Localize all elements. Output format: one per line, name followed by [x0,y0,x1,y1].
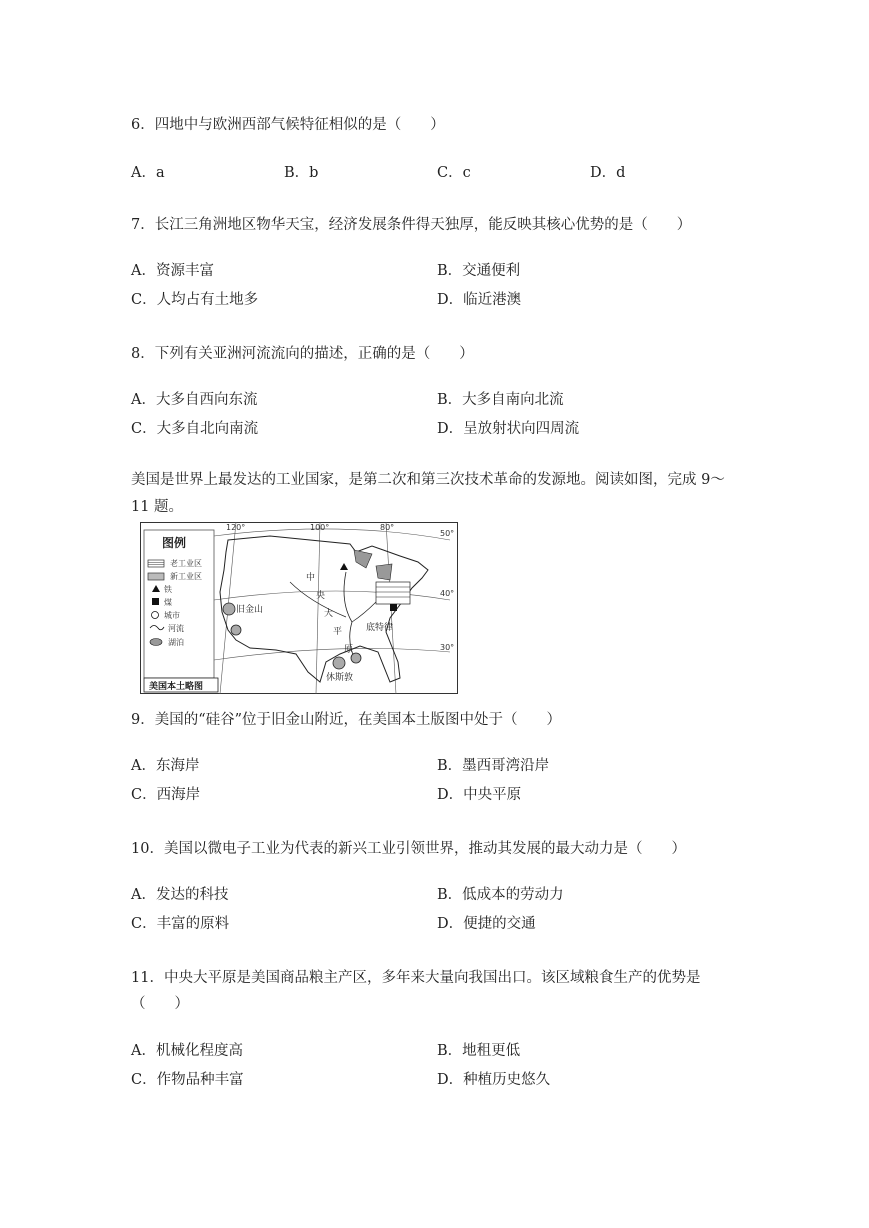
question-9-stem: 9．美国的“硅谷”位于旧金山附近，在美国本土版图中处于（ ） [131,712,562,728]
q9-option-d: D．中央平原 [437,787,522,803]
new-industry-swatch [148,573,164,580]
coal-icon [152,598,159,605]
q6-option-a: A．a [131,165,165,181]
legend-new-industry: 新工业区 [170,572,202,581]
legend-iron: 铁 [164,585,172,594]
lat-30-label: 30° [440,643,455,652]
q8-option-a: A．大多自西向东流 [131,392,258,408]
lon-100-label: 100° [310,523,330,532]
legend-river: 河流 [168,624,184,633]
q8-option-c: C．大多自北向南流 [131,421,259,437]
q9-option-c: C．西海岸 [131,787,201,803]
legend-lake: 湖泊 [168,638,184,647]
lake-icon [150,639,162,646]
intro-line-2: 11 题。 [131,499,184,515]
q6-option-d: D．d [590,165,626,181]
legend-old-industry: 老工业区 [170,559,202,568]
map-caption: 美国本土略图 [149,682,204,692]
q11-option-c: C．作物品种丰富 [131,1072,244,1088]
houston-new-industry [333,657,345,669]
plain-label-4: 平 [333,627,343,637]
plain-label-5: 原 [344,645,354,655]
q8-option-b: B．大多自南向北流 [437,392,564,408]
q6-option-c: C．c [437,165,471,181]
q10-option-c: C．丰富的原料 [131,916,230,932]
q8-option-d: D．呈放射状向四周流 [437,421,580,437]
question-11-stem-line-1: 11．中央大平原是美国商品粮主产区，多年来大量向我国出口。该区域粮食生产的优势是 [131,970,701,986]
sf-label: 旧金山 [236,605,264,615]
houston-label: 休斯敦 [326,673,354,683]
q6-option-b: B．b [284,165,319,181]
old-industry-swatch [148,560,164,567]
question-7-stem: 7．长江三角洲地区物华天宝，经济发展条件得天独厚，能反映其核心优势的是（ ） [131,217,692,233]
plain-label-2: 央 [316,591,326,601]
lat-40-label: 40° [440,589,455,598]
lon-120-label: 120° [226,523,246,532]
detroit-label: 底特律 [366,623,394,633]
lon-80-label: 80° [380,523,395,532]
q10-option-a: A．发达的科技 [131,887,229,903]
q7-option-d: D．临近港澳 [437,292,522,308]
question-6-stem: 6．四地中与欧洲西部气候特征相似的是（ ） [131,117,445,133]
city-icon [152,612,159,619]
q11-option-d: D．种植历史悠久 [437,1072,551,1088]
q9-option-a: A．东海岸 [131,758,200,774]
old-industry-zone [376,582,410,604]
q7-option-b: B．交通便利 [437,263,521,279]
question-10-stem: 10．美国以微电子工业为代表的新兴工业引领世界，推动其发展的最大动力是（ ） [131,841,686,857]
legend-coal: 煤 [164,598,172,607]
q11-option-a: A．机械化程度高 [131,1043,243,1059]
usa-map-figure [140,522,458,694]
la-new-industry [231,625,241,635]
q10-option-d: D．便捷的交通 [437,916,536,932]
q9-option-b: B．墨西哥湾沿岸 [437,758,550,774]
plain-label-1: 中 [306,573,316,583]
intro-line-1: 美国是世界上最发达的工业国家，是第二次和第三次技术革命的发源地。阅读如图，完成 9～ [131,472,725,488]
legend-city: 城市 [164,611,180,620]
lat-50-label: 50° [440,529,455,538]
plain-label-3: 大 [324,609,334,619]
q10-option-b: B．低成本的劳动力 [437,887,564,903]
legend-title: 图例 [162,536,187,550]
q11-option-b: B．地租更低 [437,1043,521,1059]
coal-marker [390,604,397,611]
question-11-stem-line-2: （ ） [131,996,189,1012]
question-8-stem: 8．下列有关亚洲河流流向的描述，正确的是（ ） [131,346,474,362]
q7-option-a: A．资源丰富 [131,263,214,279]
sf-new-industry [223,603,235,615]
q7-option-c: C．人均占有土地多 [131,292,259,308]
